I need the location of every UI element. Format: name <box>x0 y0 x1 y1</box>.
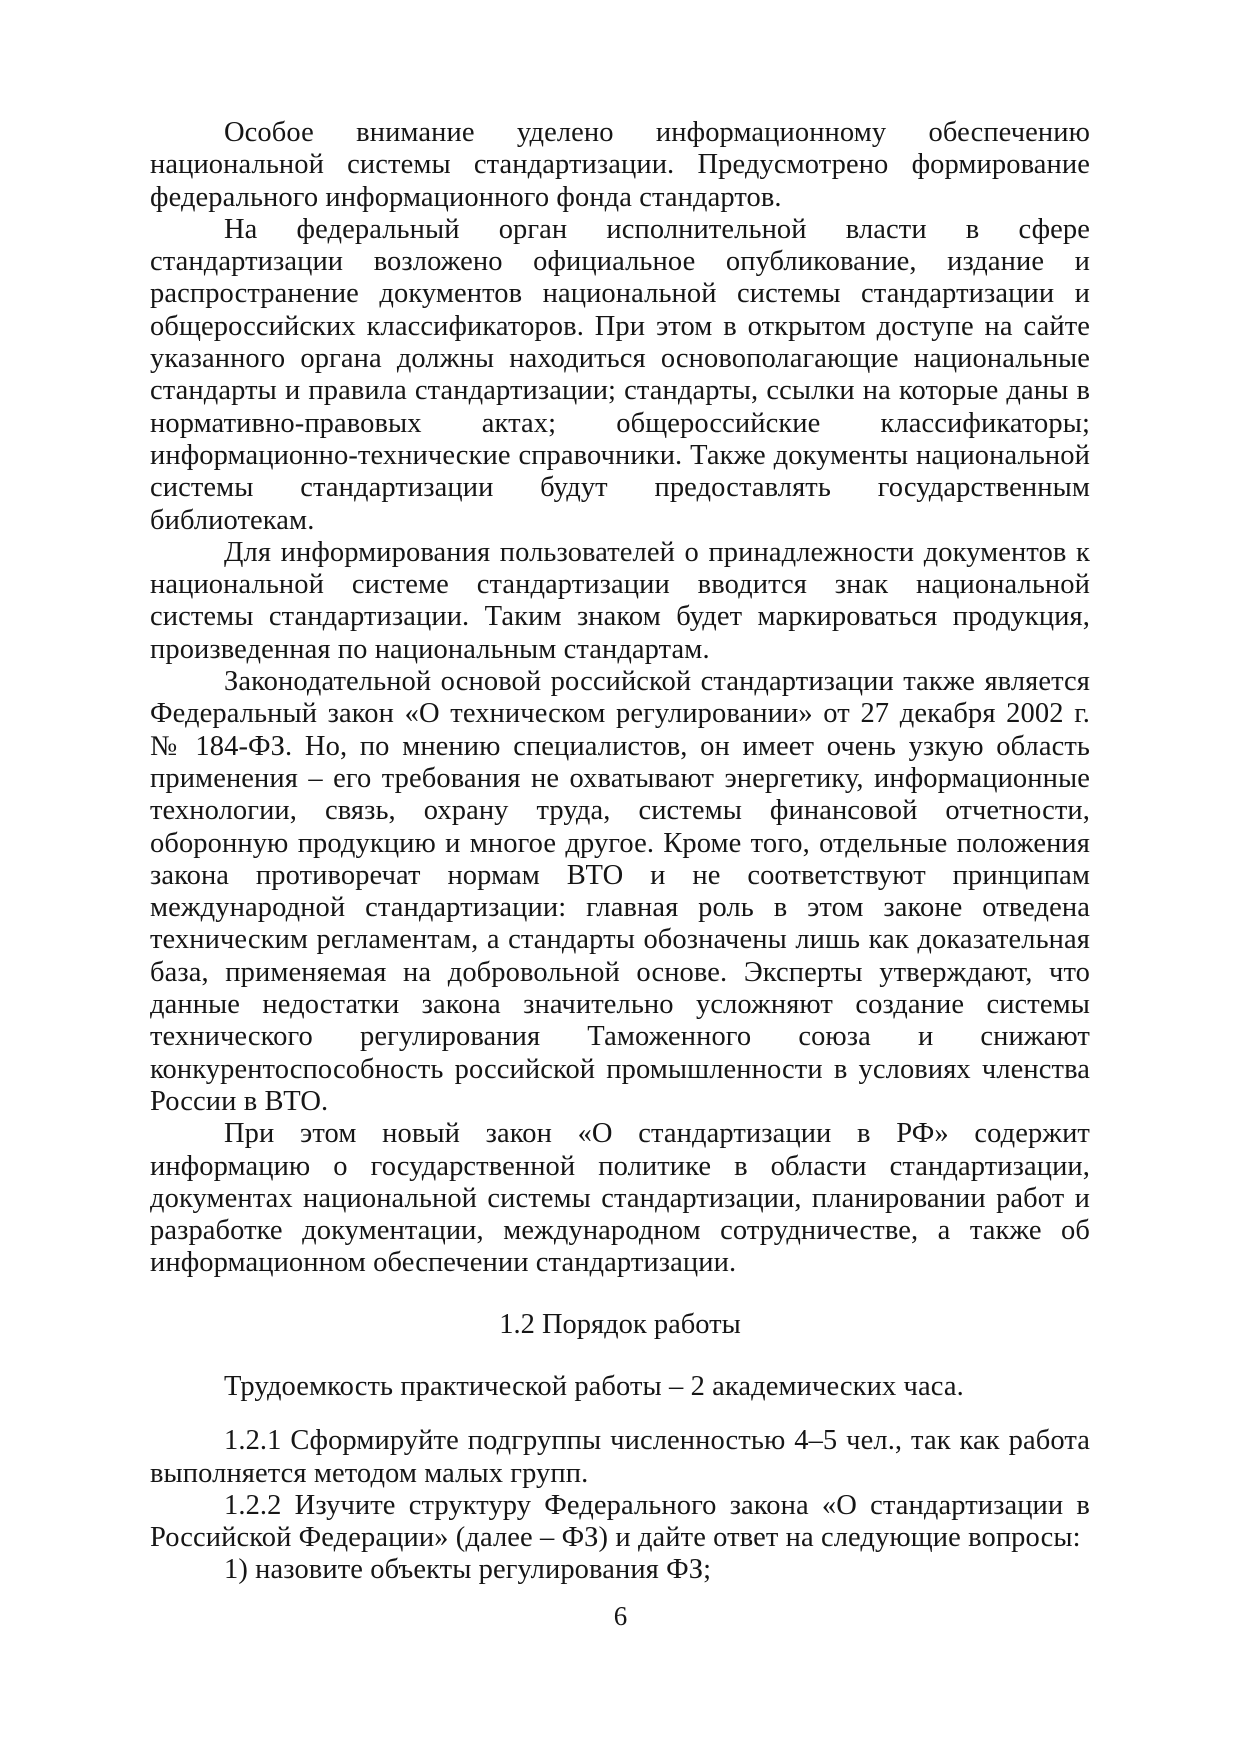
labor-intensity-text: Трудоемкость практической работы – 2 академических часа. <box>224 1370 964 1402</box>
step-1-2-1: 1.2.1 Сформируйте подгруппы численностью 4–5 чел., так как работа выполняется методом малых групп. <box>150 1425 1090 1489</box>
paragraph-standardization-mark: Для информирования пользователей о принадлежности документов к национальной системе стандартизации вводится знак национальной системы стандартизации. Таким знаком будет маркироваться продукция, произведенная по национальным стандартам. <box>150 536 1090 665</box>
question-1: 1) назовите объекты регулирования ФЗ; <box>224 1554 712 1586</box>
step-1-2-2: 1.2.2 Изучите структуру Федерального закона «О стандартизации в Российской Федерации» (далее – ФЗ) и дайте ответ на следующие вопросы: <box>150 1489 1090 1554</box>
section-heading: 1.2 Порядок работы <box>499 1308 741 1340</box>
page-number: 6 <box>613 1601 628 1631</box>
paragraph-technical-regulation-law: Законодательной основой российской стандартизации также является Федеральный закон «О техническом регулировании» от 27 декабря 2002 г. № 184-ФЗ. Но, по мнению специалистов, он имеет очень узкую область применения – его требования не охватывают энергетику, информационные технологии, связь, охрану труда, системы финансовой отчетности, оборонную продукцию и многое другое. Кроме того, отдельные положения закона противоречат нормам ВТО и не соответствуют принципам международной стандартизации: главная роль в этом законе отведена техническим регламентам, а стандарты обозначены лишь как доказательная база, применяемая на добровольной основе. Эксперты утверждают, что данные недостатки закона значительно усложняют создание системы технического регулирования Таможенного союза и снижают конкурентоспособность российской промышленности в условиях членства России в ВТО. <box>150 666 1090 1117</box>
paragraph-information-support: Особое внимание уделено информационному обеспечению национальной системы стандартизации. Предусмотрено формирование федерального информационного фонда стандартов. <box>150 117 1090 213</box>
paragraph-new-law: При этом новый закон «О стандартизации в РФ» содержит информацию о государственной политике в области стандартизации, документах национальной системы стандартизации, планировании работ и разработке документации, международном сотрудничестве, а также об информационном обеспечении стандартизации. <box>150 1118 1090 1279</box>
document-page <box>150 117 1090 1587</box>
paragraph-federal-body: На федеральный орган исполнительной власти в сфере стандартизации возложено официальное опубликование, издание и распространение документов национальной системы стандартизации и общероссийских классификаторов. При этом в открытом доступе на сайте указанного органа должны находиться основополагающие национальные стандарты и правила стандартизации; стандарты, ссылки на которые даны в нормативно-правовых актах; общероссийские классификаторы; информационно-технические справочники. Также документы национальной системы стандартизации будут предоставлять государственным библиотекам. <box>150 213 1090 536</box>
